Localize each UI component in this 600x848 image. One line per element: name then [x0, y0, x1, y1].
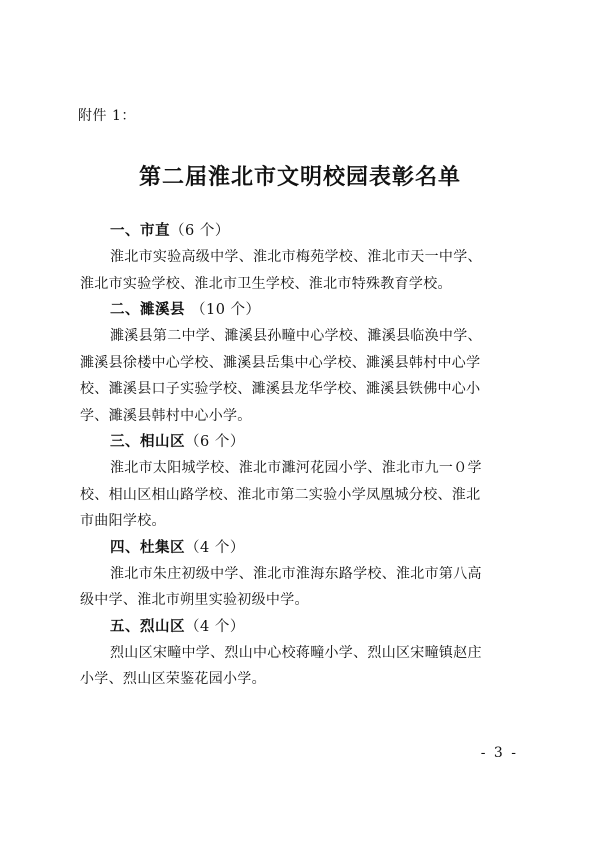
section-heading	[80, 614, 520, 640]
section-heading	[80, 535, 520, 561]
section-count: （4 个）	[185, 618, 245, 635]
section-count: （6 个）	[185, 434, 245, 450]
section-text-line: 濉溪县徐楼中心学校、濉溪县岳集中心学校、濉溪县韩村中心学	[80, 354, 481, 371]
section-text-line: 淮北市太阳城学校、淮北市濉河花园小学、淮北市九一０学	[110, 460, 482, 476]
section-text-line: 学、濉溪县韩村中心小学。	[80, 407, 252, 424]
section-name: 三、相山区	[110, 434, 185, 450]
section-name: 二、濉溪县	[110, 302, 185, 318]
section-name: 四、杜集区	[110, 539, 185, 556]
section-text-line: 濉溪县第二中学、濉溪县孙疃中心学校、濉溪县临涣中学、	[110, 328, 482, 344]
section-count: （4 个）	[185, 539, 245, 556]
section-name: 五、烈山区	[110, 618, 185, 635]
section-xiangshan-district	[80, 429, 520, 535]
section-text-line: 校、相山区相山路学校、淮北市第二实验小学凤凰城分校、淮北	[80, 486, 481, 503]
section-text-line: 小学、烈山区荣鉴花园小学。	[80, 671, 266, 687]
sections-list	[80, 218, 520, 693]
section-text-line: 淮北市实验学校、淮北市卫生学校、淮北市特殊教育学校。	[80, 275, 452, 292]
section-count: （10 个）	[191, 302, 261, 318]
section-heading	[80, 429, 520, 455]
section-duji-district	[80, 535, 520, 614]
section-city-direct	[80, 218, 520, 297]
section-heading	[80, 218, 520, 244]
section-count: （6 个）	[170, 223, 230, 239]
section-text-line: 校、濉溪县口子实验学校、濉溪县龙华学校、濉溪县铁佛中心小	[80, 381, 481, 397]
section-text-line: 淮北市实验高级中学、淮北市梅苑学校、淮北市天一中学、	[110, 249, 482, 265]
section-suixi-county	[80, 297, 520, 429]
attachment-label: 附件 1：	[78, 108, 136, 124]
page-number: - 3 -	[480, 745, 518, 761]
section-text-line: 淮北市朱庄初级中学、淮北市淮海东路学校、淮北市第八高	[110, 565, 482, 582]
section-text-line: 烈山区宋疃中学、烈山中心校蒋疃小学、烈山区宋疃镇赵庄	[110, 644, 482, 661]
section-name: 一、市直	[110, 223, 170, 239]
section-text-line: 市曲阳学校。	[80, 513, 166, 529]
section-heading	[80, 297, 520, 323]
document-title: 第二届淮北市文明校园表彰名单	[138, 164, 461, 190]
section-text-line: 级中学、淮北市朔里实验初级中学。	[80, 592, 309, 608]
section-lieshan-district	[80, 614, 520, 693]
